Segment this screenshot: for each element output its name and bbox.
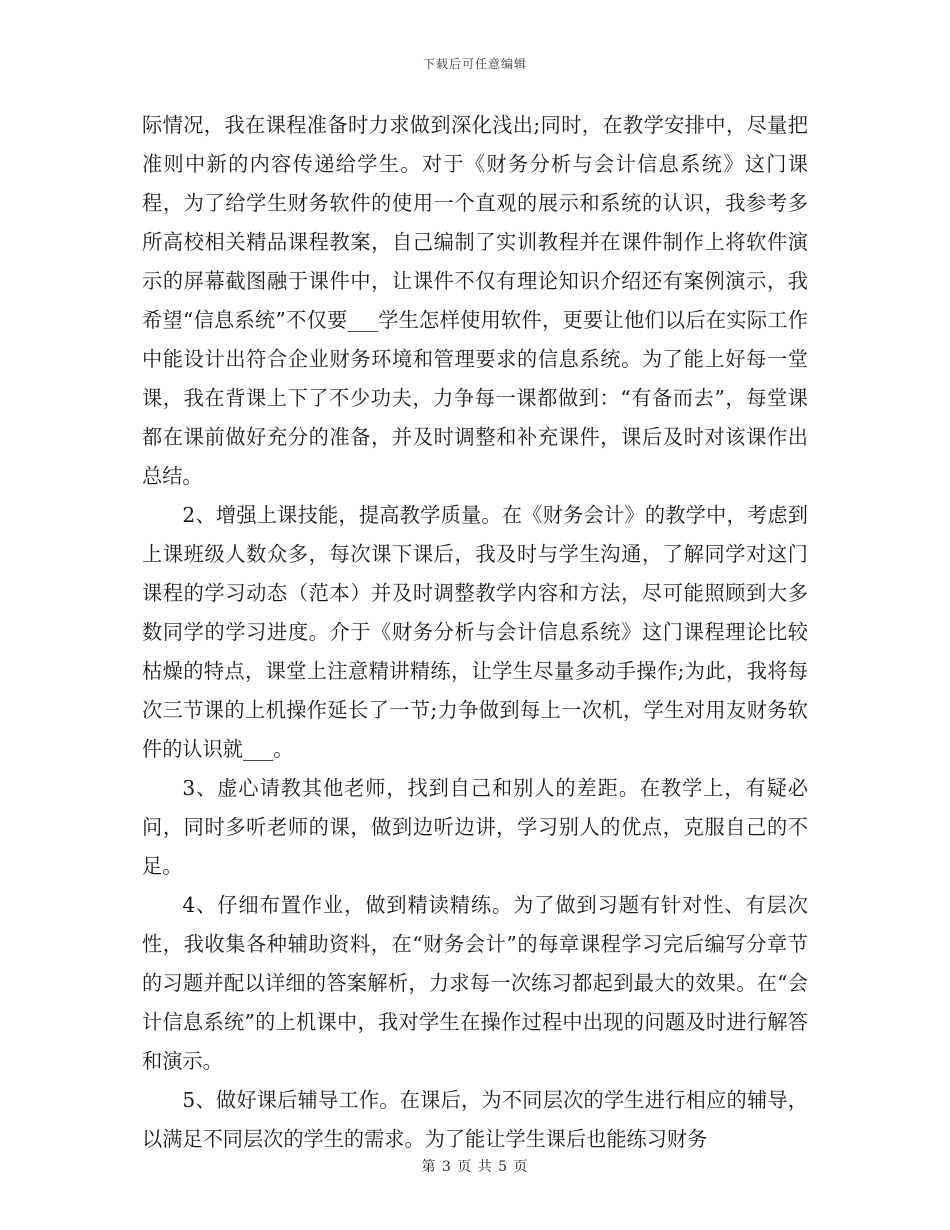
page-header: 下载后可任意编辑: [422, 57, 527, 71]
paragraph-item-5: 5、做好课后辅导工作。在课后，为不同层次的学生进行相应的辅导，以满足不同层次的学生的需求。为了能让学生课后也能练习财务: [142, 1088, 808, 1151]
paragraph-continued: 际情况，我在课程准备时力求做到深化浅出;同时，在教学安排中，尽量把准则中新的内容传递给学生。对于《财务分析与会计信息系统》这门课程，为了给学生财务软件的使用一个直观的展示和系统的认识，我参考多所高校相关精品课程教案，自己编制了实训教程并在课件制作上将软件演示的屏幕截图融于课件中，让课件不仅有理论知识介绍还有案例演示，我希望“信息系统”不仅要___学生怎样使用软件，更要让他们以后在实际工作中能设计出符合企业财务环境和管理要求的信息系统。为了能上好每一堂课，我在背课上下了不少功夫，力争每一课都做到：“有备而去”，每堂课都在课前做好充分的准备，并及时调整和补充课件，课后及时对该课作出总结。: [142, 113, 808, 488]
page-footer: 第 3 页 共 5 页: [421, 1159, 529, 1175]
paragraph-item-2: 2、增强上课技能，提高教学质量。在《财务会计》的教学中，考虑到上课班级人数众多，每次课下课后，我及时与学生沟通，了解同学对这门课程的学习动态（范本）并及时调整教学内容和方法，尽可能照顾到大多数同学的学习进度。介于《财务分析与会计信息系统》这门课程理论比较枯燥的特点，课堂上注意精讲精练，让学生尽量多动手操作;为此，我将每次三节课的上机操作延长了一节;力争做到每上一次机，学生对用友财务软件的认识就___。: [142, 503, 808, 761]
paragraph-item-3: 3、虚心请教其他老师，找到自己和别人的差距。在教学上，有疑必问，同时多听老师的课，做到边听边讲，学习别人的优点，克服自己的不足。: [142, 776, 808, 878]
document-body: [142, 106, 808, 1159]
paragraph-item-4: 4、仔细布置作业，做到精读精练。为了做到习题有针对性、有层次性，我收集各种辅助资料，在“财务会计”的每章课程学习完后编写分章节的习题并配以详细的答案解析，力求每一次练习都起到最大的效果。在“会计信息系统”的上机课中，我对学生在操作过程中出现的问题及时进行解答和演示。: [142, 893, 808, 1073]
